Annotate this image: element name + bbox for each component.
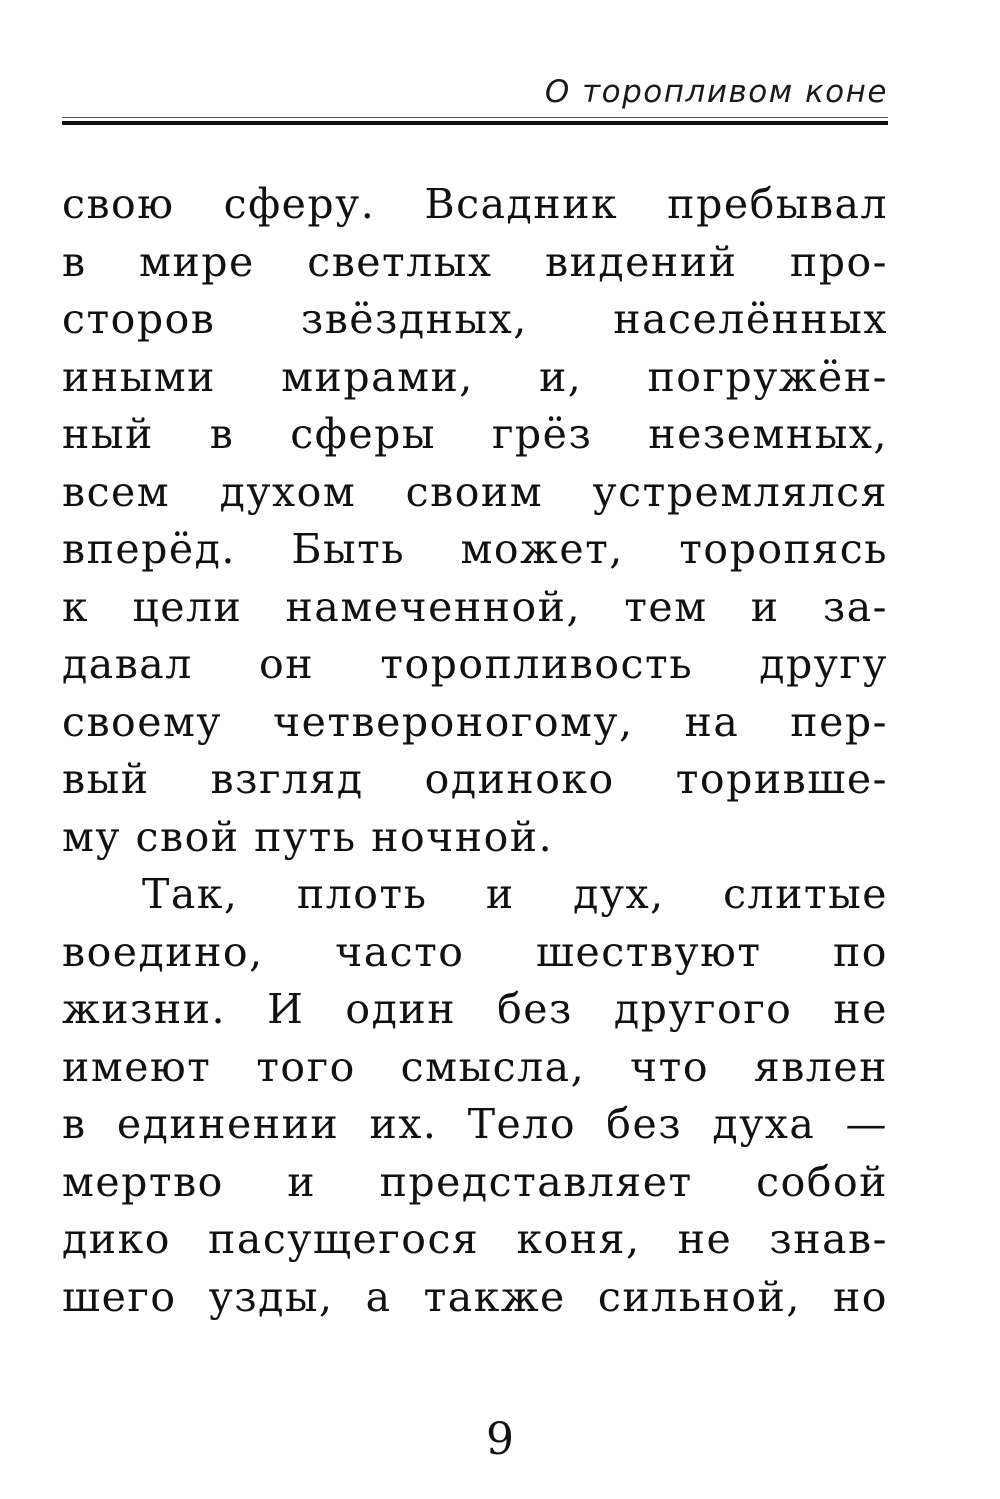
text-line: иными мирами, и, погружён-	[62, 352, 888, 401]
text-line: имеют того смысла, что явлен	[62, 1042, 888, 1091]
header-rule	[62, 121, 888, 125]
text-line: к цели намеченной, тем и за-	[62, 582, 888, 631]
text-line: вперёд. Быть может, торопясь	[62, 525, 888, 573]
paragraph-end-line: му свой путь ночной.	[62, 812, 554, 861]
text-line: в единении их. Тело без духа —	[62, 1100, 888, 1148]
text-line: жизни. И один без другого не	[62, 985, 888, 1033]
text-line: вый взгляд одиноко торивше-	[62, 755, 888, 803]
text-line: сторов звёздных, населённых	[62, 295, 888, 343]
page-number: 9	[486, 1414, 514, 1465]
body-text	[62, 176, 888, 1326]
text-line: воедино, часто шествуют по	[62, 927, 888, 976]
running-head: О торопливом коне	[544, 74, 888, 110]
text-line: своему четвероногому, на пер-	[62, 697, 888, 746]
header-rule-thin	[62, 117, 888, 118]
text-line: ный в сферы грёз неземных,	[62, 410, 888, 458]
text-line: свою сферу. Всадник пребывал	[62, 180, 888, 228]
text-line: шего узды, а также сильной, но	[62, 1272, 888, 1321]
paragraph-start-line: Так, плоть и дух, слитые	[142, 870, 888, 918]
text-line: давал он торопливость другу	[62, 640, 888, 688]
text-line: всем духом своим устремлялся	[62, 467, 888, 516]
text-line: дико пасущегося коня, не знав-	[62, 1215, 888, 1263]
text-line: в мире светлых видений про-	[62, 237, 888, 286]
text-line: мертво и представляет собой	[62, 1157, 888, 1206]
